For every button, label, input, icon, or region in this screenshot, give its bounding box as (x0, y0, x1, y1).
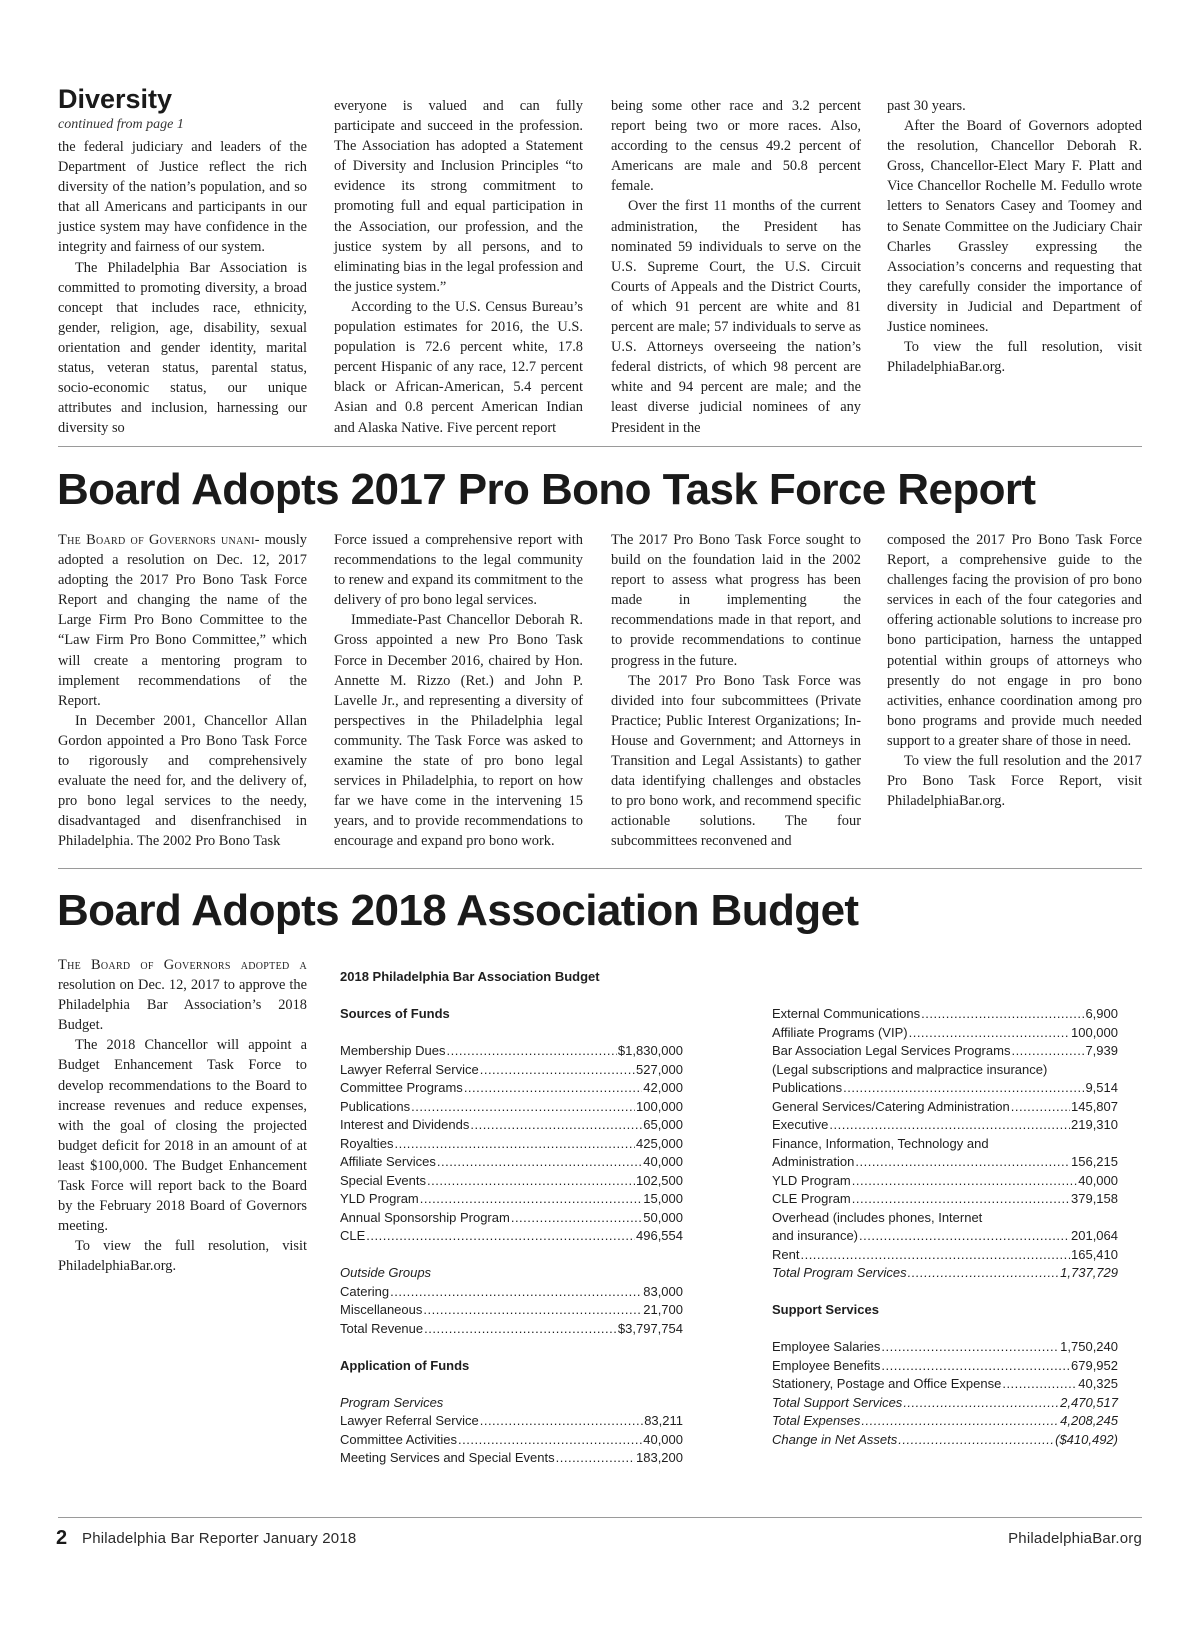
budget-headline: Board Adopts 2018 Association Budget (57, 886, 859, 935)
budget-line: Affiliate Programs (VIP) ..... 100,000 (772, 1024, 1118, 1043)
budget-note: (Legal subscriptions and malpractice insurance) (772, 1061, 1048, 1077)
diversity-column-2 (334, 96, 583, 438)
sources-list (340, 1042, 683, 1246)
probono-headline: Board Adopts 2017 Pro Bono Task Force Report (57, 465, 1036, 514)
paragraph: Over the first 11 months of the current administration, the President has nominated 59 individuals to serve on the U.S. Supreme Court, the U.S. Circuit Courts of Appeals and the District Courts, of which 91 percent are white and 81 percent are male; 57 individuals to serve as U.S. Attorneys overseeing the nation’s federal districts, of which 98 percent are white and 94 percent are male; and the least diverse judicial nominees of any President in the (611, 198, 861, 436)
budget-line: CLE Program ..... 379,158 (772, 1190, 1118, 1209)
page-number: 2 (56, 1527, 68, 1549)
paragraph: To view the full resolution and the 2017 Pro Bono Task Force Report, visit PhiladelphiaBar.org. (887, 753, 1142, 810)
outside-groups-heading: Outside Groups (340, 1265, 432, 1280)
budget-line: and insurance) ..... 201,064 (772, 1227, 1118, 1246)
paragraph: To view the full resolution, visit PhiladelphiaBar.org. (887, 339, 1142, 376)
paragraph: Force issued a comprehensive report with recommendations to the legal community to renew and expand its commitment to the delivery of pro bono legal services. (334, 532, 583, 609)
paragraph: the federal judiciary and leaders of the Department of Justice reflect the rich diversity of the nation’s population, and so that all Americans and participants in our justice system may have confidence in the integrity and fairness of our system. (58, 139, 307, 256)
budget-line: Royalties ..... 425,000 (340, 1135, 683, 1154)
budget-line: CLE ..... 496,554 (340, 1227, 683, 1246)
diversity-column-4 (887, 96, 1142, 377)
budget-line: Rent ..... 165,410 (772, 1246, 1118, 1265)
lead-in: The Board of Governors unani- (58, 532, 260, 548)
paragraph: The Board of Governors adopted a resolution on Dec. 12, 2017 to approve the Philadelphia Bar Association’s 2018 Budget. (58, 957, 307, 1034)
section-divider (58, 868, 1142, 869)
budget-article-column (58, 955, 307, 1277)
paragraph: The 2018 Chancellor will appoint a Budget Enhancement Task Force to develop recommendations to the Board to increase revenues and reduce expenses, with the goal of closing the projected budget deficit for 2018 in an amount of at least $100,000. The Budget Enhancement Task Force will report back to the Board by the February 2018 Board of Governors meeting. (58, 1037, 307, 1235)
paragraph: The 2017 Pro Bono Task Force was divided into four subcommittees (Private Practice; Public Interest Organizations; In-House and Government; and Attorneys in Transition and Legal Assistants) to gather data identifying challenges and obstacles to pro bono work, and recommend specific actionable solutions. The four subcommittees reconvened and (611, 672, 861, 850)
budget-line: Bar Association Legal Services Programs ..... 7,939 (772, 1042, 1118, 1061)
diversity-column-1 (58, 137, 307, 438)
budget-line: Committee Programs ..... 42,000 (340, 1079, 683, 1098)
paragraph: According to the U.S. Census Bureau’s population estimates for 2016, the U.S. population is 72.6 percent white, 17.8 percent Hispanic of any race, 12.7 percent black or African-American, 5.4 percent Asian and 0.8 percent American Indian and Alaska Native. Five percent report (334, 298, 583, 436)
budget-line: Affiliate Services ..... 40,000 (340, 1153, 683, 1172)
program-services-heading: Program Services (340, 1394, 444, 1410)
website-url[interactable]: PhiladelphiaBar.org (1008, 1530, 1142, 1547)
budget-table-right (772, 1005, 1118, 1449)
paragraph: After the Board of Governors adopted the resolution, Chancellor Deborah R. Gross, Chancellor-Elect Mary F. Platt and Vice Chancellor Rochelle M. Fedullo wrote letters to Senators Casey and Toomey and to Senate Committee on the Judiciary Chair Charles Grassley expressing the Association’s concerns and requesting that they carefully consider the importance of diversity in Judicial and Department of Justice nominees. (887, 118, 1142, 336)
footer-divider (58, 1517, 1142, 1518)
paragraph: To view the full resolution, visit PhiladelphiaBar.org. (58, 1238, 307, 1275)
budget-line: Committee Activities ..... 40,000 (340, 1431, 683, 1450)
budget-line: Administration ..... 156,215 (772, 1153, 1118, 1172)
budget-line-label: Finance, Information, Technology and (772, 1135, 989, 1151)
budget-line: Lawyer Referral Service ..... 83,211 (340, 1412, 683, 1431)
budget-line: Catering ..... 83,000 (340, 1283, 683, 1302)
budget-line: Lawyer Referral Service ..... 527,000 (340, 1061, 683, 1080)
section-divider (58, 446, 1142, 447)
paragraph: The Philadelphia Bar Association is committed to promoting diversity, a broad concept that includes race, ethnicity, gender, religion, age, disability, sexual orientation and gender identity, marital status, veteran status, parental status, socio-economic status, our unique attributes and inclusion, harnessing our diversity so (58, 259, 307, 437)
probono-column-3 (611, 530, 861, 852)
budget-line: YLD Program ..... 40,000 (772, 1172, 1118, 1191)
probono-column-1 (58, 530, 307, 852)
paragraph: being some other race and 3.2 percent report being two or more races. Also, according to the census 49.2 percent of Americans are male and 50.8 percent female. (611, 98, 861, 195)
paragraph: The Board of Governors unani- mously adopted a resolution on Dec. 12, 2017 adopting the 2017 Pro Bono Task Force Report and changing the name of the Large Firm Pro Bono Committee to the “Law Firm Pro Bono Committee,” which will create a mentoring program to implement recommendations of the Report. (58, 532, 307, 709)
budget-line: Stationery, Postage and Office Expense ..... 40,325 (772, 1375, 1118, 1394)
budget-line-label: Overhead (includes phones, Internet (772, 1209, 983, 1225)
budget-line: Publications ..... 100,000 (340, 1098, 683, 1117)
budget-line: General Services/Catering Administration ..... 145,807 (772, 1098, 1118, 1117)
budget-line: Employee Benefits ..... 679,952 (772, 1357, 1118, 1376)
paragraph: composed the 2017 Pro Bono Task Force Report, a comprehensive guide to the challenges facing the provision of pro bono services in each of the four categories and offering actionable solutions to increase pro bono participation, harness the untapped potential within groups of attorneys who presently do not engage in pro bono activities, enhance coordination among pro bono programs and provide much needed support to a greater share of those in need. (887, 532, 1142, 749)
budget-line: Special Events ..... 102,500 (340, 1172, 683, 1191)
paragraph: everyone is valued and can fully participate and succeed in the profession. The Association has adopted a Statement of Diversity and Inclusion Principles “to evidence its strong commitment to promoting full and equal participation in the Association, our profession, and the justice system by all persons, and to eliminating bias in the legal profession and the justice system.” (334, 98, 583, 295)
budget-line: Membership Dues ..... $1,830,000 (340, 1042, 683, 1061)
publication-name: Philadelphia Bar Reporter January 2018 (82, 1530, 357, 1547)
budget-line: YLD Program ..... 15,000 (340, 1190, 683, 1209)
total-support-services-line: Total Support Services ..... 2,470,517 (772, 1394, 1118, 1413)
total-revenue-line: Total Revenue ..... $3,797,754 (340, 1320, 683, 1339)
paragraph: past 30 years. (887, 98, 966, 114)
budget-line: External Communications ..... 6,900 (772, 1005, 1118, 1024)
budget-line: Annual Sponsorship Program ..... 50,000 (340, 1209, 683, 1228)
paragraph: The 2017 Pro Bono Task Force sought to build on the foundation laid in the 2002 report to assess what progress has been made in implementing the recommendations made in that report, and to provide recommendations to continue progress in the future. (611, 532, 861, 669)
diversity-heading: Diversity (58, 84, 173, 114)
budget-line: Meeting Services and Special Events ..... 183,200 (340, 1449, 683, 1468)
support-services-heading: Support Services (772, 1302, 879, 1317)
probono-column-2 (334, 530, 583, 852)
net-assets-line: Change in Net Assets ..... ($410,492) (772, 1431, 1118, 1450)
probono-column-4 (887, 530, 1142, 811)
sources-heading: Sources of Funds (340, 1006, 450, 1021)
budget-line: Interest and Dividends ..... 65,000 (340, 1116, 683, 1135)
budget-table-left (340, 968, 683, 1468)
paragraph: In December 2001, Chancellor Allan Gordon appointed a Pro Bono Task Force to rigorously and comprehensively evaluate the need for, and the delivery of, pro bono legal services to the needy, disadvantaged and disenfranchised in Philadelphia. The 2002 Pro Bono Task (58, 712, 307, 850)
lead-in: The Board of Governors adopted a (58, 957, 307, 973)
paragraph: Immediate-Past Chancellor Deborah R. Gross appointed a new Pro Bono Task Force in December 2016, chaired by Hon. Annette M. Rizzo (Ret.) and John P. Lavelle Jr., and representing a diversity of perspectives in the Philadelphia legal community. The Task Force was asked to examine the state of pro bono legal services in Philadelphia, to report on how far we have come in the intervening 15 years, and to provide recommendations to encourage and expand pro bono work. (334, 612, 583, 850)
total-program-services-line: Total Program Services ..... 1,737,729 (772, 1264, 1118, 1283)
budget-line: Executive ..... 219,310 (772, 1116, 1118, 1135)
budget-line: Publications ..... 9,514 (772, 1079, 1118, 1098)
continued-from-note: continued from page 1 (58, 117, 184, 132)
diversity-column-3 (611, 96, 861, 438)
budget-line: Miscellaneous ..... 21,700 (340, 1301, 683, 1320)
budget-line: Employee Salaries ..... 1,750,240 (772, 1338, 1118, 1357)
total-expenses-line: Total Expenses ..... 4,208,245 (772, 1412, 1118, 1431)
budget-table-title: 2018 Philadelphia Bar Association Budget (340, 969, 600, 984)
application-heading: Application of Funds (340, 1357, 470, 1373)
